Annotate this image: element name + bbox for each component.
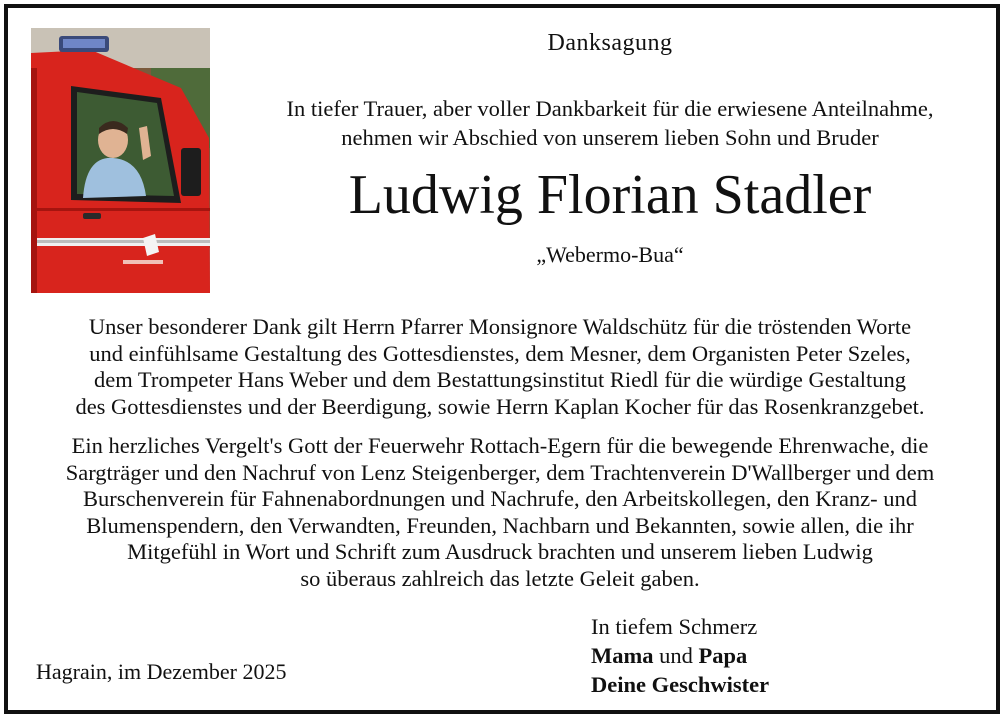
deceased-name: Ludwig Florian Stadler [348, 164, 872, 226]
signer-and: und [659, 643, 693, 668]
place-date: Hagrain, im Dezember 2025 [36, 659, 287, 684]
thanks-paragraph-2 [18, 433, 982, 593]
paragraph-line: Burschenverein für Fahnenabordnungen und Nachrufe, den Arbeitskollegen, den Kranz- und [82, 486, 918, 512]
paragraph-line: Unser besonderer Dank gilt Herrn Pfarrer Monsignore Waldschütz für die tröstenden Worte [88, 314, 912, 339]
intro-line: nehmen wir Abschied von unserem lieben Sohn und Bruder [341, 125, 879, 150]
paragraph-line: Mitgefühl in Wort und Schrift zum Ausdruck brachten und unserem lieben Ludwig [127, 539, 873, 565]
page-title: Danksagung [547, 30, 673, 56]
parents-line [591, 641, 769, 670]
signer-siblings: Deine Geschwister [591, 672, 770, 697]
paragraph-line: Blumenspendern, den Verwandten, Freunden, Nachbarn und Bekannten, sowie allen, die ihr [86, 512, 914, 538]
paragraph-line: Sargträger und den Nachruf von Lenz Steigenberger, dem Trachtenverein D'Wallberger und dem [65, 459, 935, 485]
paragraph-line: und einfühlsame Gestaltung des Gottesdienstes, dem Mesner, dem Organisten Peter Szeles, [89, 340, 911, 366]
paragraph-line: des Gottesdienstes und der Beerdigung, sowie Herrn Kaplan Kocher für das Rosenkranzgebet. [75, 393, 925, 419]
signature-block [591, 612, 769, 699]
signer-mama: Mama [591, 643, 654, 668]
intro-text [230, 94, 990, 152]
nickname: „Webermo-Bua“ [536, 242, 684, 267]
paragraph-line: Ein herzliches Vergelt's Gott der Feuerwehr Rottach-Egern für die bewegende Ehrenwache, die [71, 433, 929, 458]
closing-line: In tiefem Schmerz [591, 614, 758, 639]
paragraph-line: dem Trompeter Hans Weber und dem Bestattungsinstitut Riedl für die würdige Gestaltung [93, 367, 907, 393]
intro-line: In tiefer Trauer, aber voller Dankbarkeit für die erwiesene Anteilnahme, [286, 96, 934, 121]
paragraph-line: so überaus zahlreich das letzte Geleit gaben. [300, 565, 700, 591]
thanks-paragraph-1 [18, 314, 982, 420]
signer-papa: Papa [698, 643, 748, 668]
portrait-photo [31, 28, 210, 293]
